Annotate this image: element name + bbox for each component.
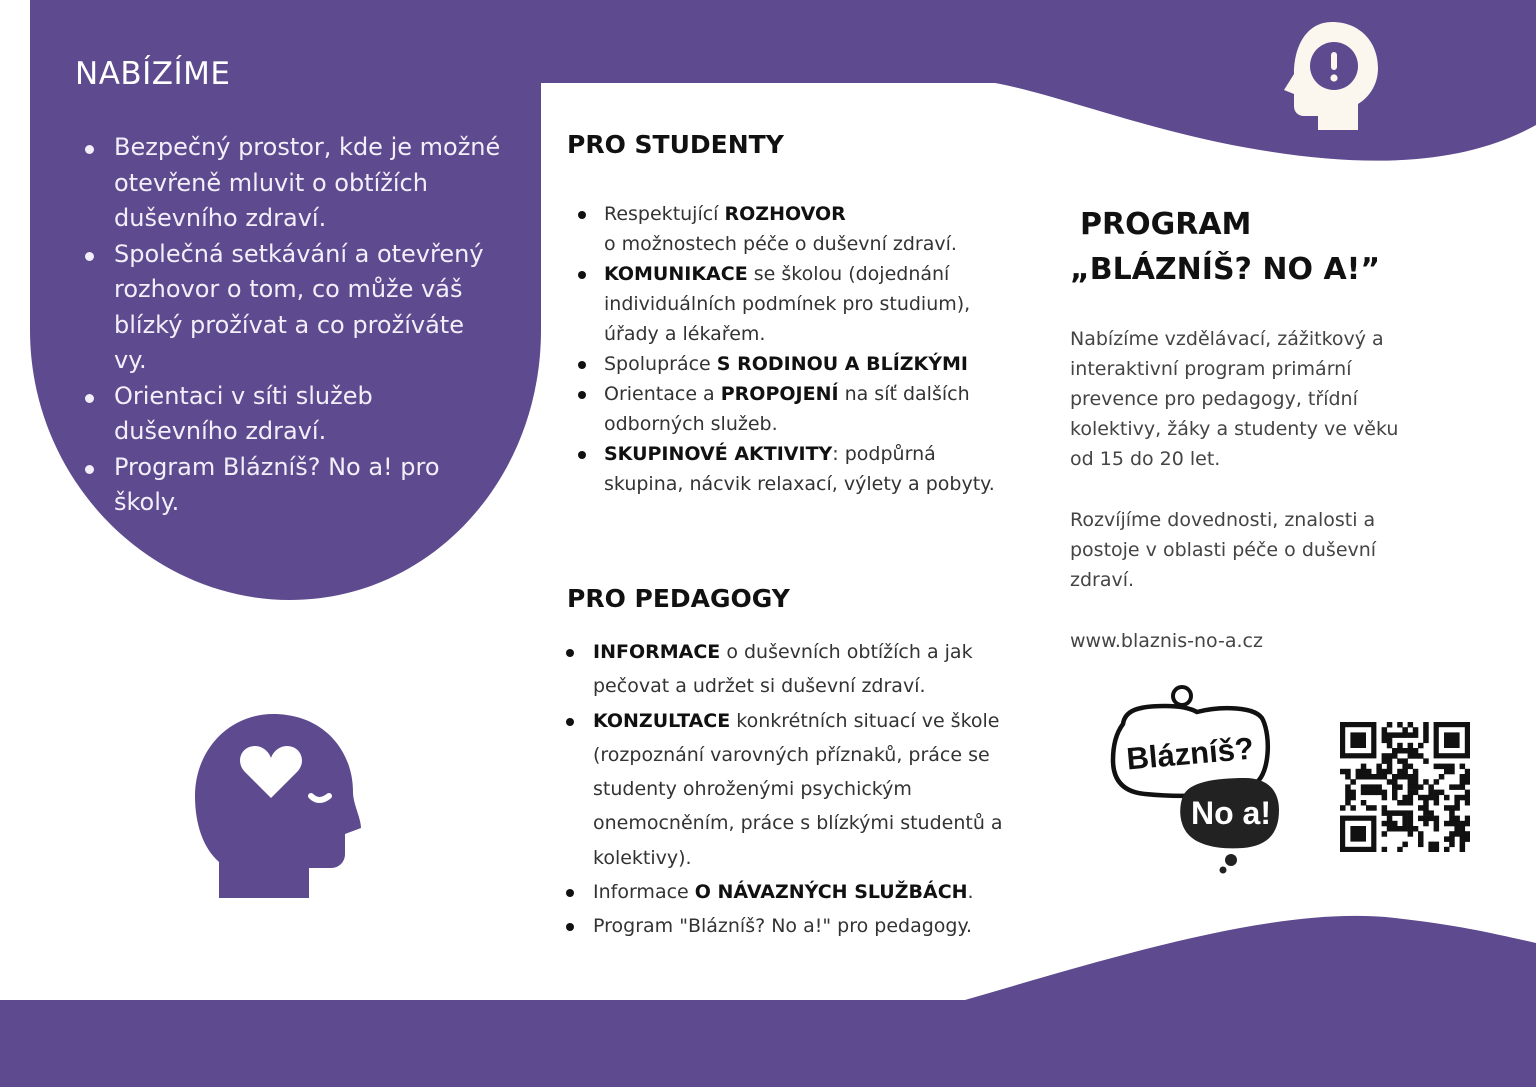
pro-studenty-title: PRO STUDENTY — [567, 130, 784, 159]
program-title-line1: PROGRAM — [1080, 207, 1252, 242]
list-item: Respektující ROZHOVOR o možnostech péče o duševní zdraví. — [576, 199, 996, 259]
blaznis-logo — [1105, 682, 1285, 874]
nabizime-list — [82, 130, 502, 521]
head-exclamation-icon — [1280, 20, 1382, 132]
logo-text-line1: Blázníš? — [1125, 730, 1256, 777]
list-item: Orientace a PROPOJENÍ na síť dalších odborných služeb. — [576, 379, 996, 439]
program-title-line2: „BLÁZNÍŠ? NO A!” — [1070, 252, 1381, 287]
program-description: Nabízíme vzdělávací, zážitkový a interaktivní program primární prevence pro pedagogy, třídní kolektivy, žáky a studenty ve věku od 15 do 20 let. — [1070, 328, 1399, 470]
pro-studenty-list — [576, 199, 996, 499]
head-heart-icon — [193, 712, 365, 900]
list-item: KOMUNIKACE se školou (dojednání individuálních podmínek pro studium), úřady a lékařem. — [576, 259, 996, 349]
list-item: Program "Blázníš? No a!" pro pedagogy. — [564, 909, 1004, 943]
list-item: Orientaci v síti služeb duševního zdraví. — [82, 379, 502, 450]
logo-text-line2: No a! — [1191, 795, 1271, 831]
nabizime-title: NABÍZÍME — [75, 56, 231, 92]
list-item: SKUPINOVÉ AKTIVITY: podpůrná skupina, nácvik relaxací, výlety a pobyty. — [576, 439, 996, 499]
program-title — [1070, 202, 1380, 292]
list-item: Program Blázníš? No a! pro školy. — [82, 450, 502, 521]
list-item: KONZULTACE konkrétních situací ve škole (rozpoznání varovných příznaků, práce se studenty ohroženými psychickým onemocněním, práce s blízkými studentů a kolektivy). — [564, 704, 1004, 875]
list-item: Spolupráce S RODINOU A BLÍZKÝMI — [576, 349, 996, 379]
list-item: Společná setkávání a otevřený rozhovor o tom, co může váš blízký prožívat a co prožíváte vy. — [82, 237, 502, 379]
qr-code-icon — [1340, 722, 1470, 852]
program-url-link[interactable]: www.blaznis-no-a.cz — [1070, 630, 1263, 652]
pro-pedagogy-list — [564, 635, 1004, 944]
program-description-2: Rozvíjíme dovednosti, znalosti a postoje v oblasti péče o duševní zdraví. — [1070, 509, 1377, 591]
list-item: Bezpečný prostor, kde je možné otevřeně mluvit o obtížích duševního zdraví. — [82, 130, 502, 237]
list-item: INFORMACE o duševních obtížích a jak pečovat a udržet si duševní zdraví. — [564, 635, 1004, 704]
pro-pedagogy-title: PRO PEDAGOGY — [567, 584, 790, 613]
list-item: Informace O NÁVAZNÝCH SLUŽBÁCH. — [564, 875, 1004, 909]
